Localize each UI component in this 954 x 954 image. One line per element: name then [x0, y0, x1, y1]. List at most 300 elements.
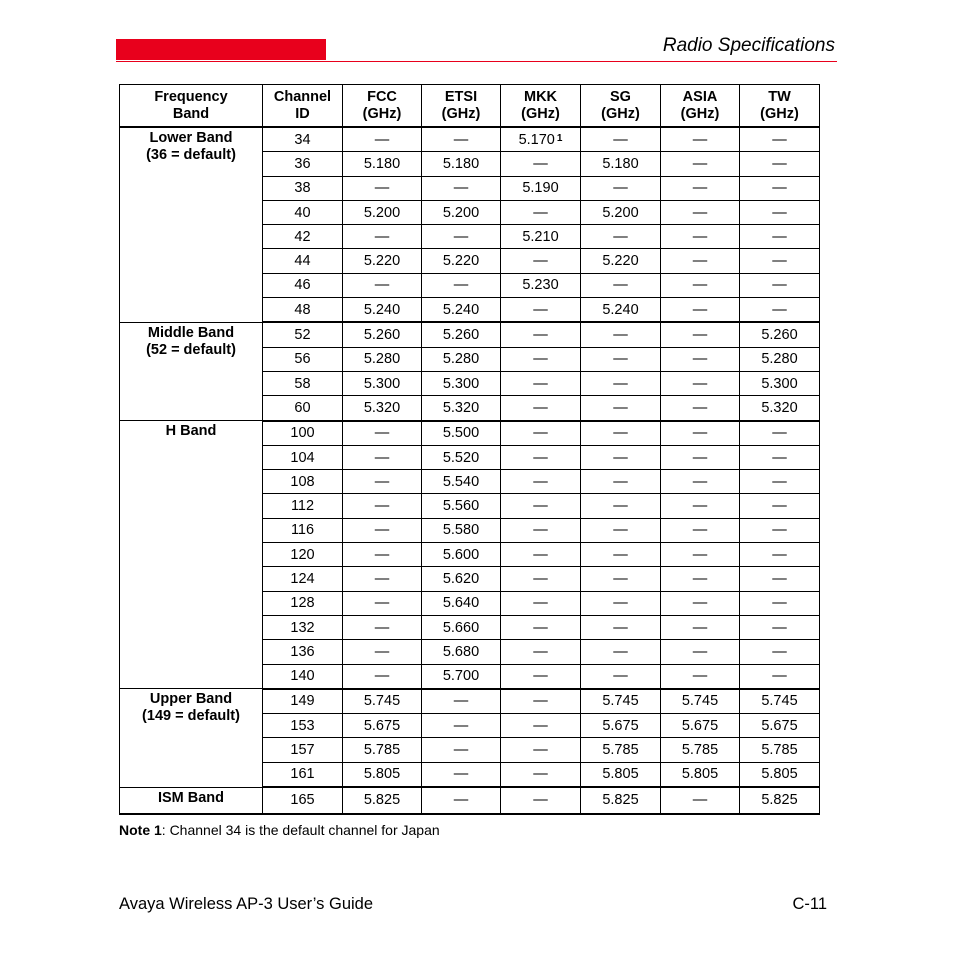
frequency-cell	[343, 273, 422, 297]
cell-value: 5.520	[442, 449, 480, 466]
cell-value: 5.220	[442, 253, 480, 270]
cell-value: —	[533, 595, 548, 612]
cell-value: —	[613, 643, 628, 660]
cell-value: 5.240	[363, 301, 401, 318]
frequency-cell	[661, 470, 740, 494]
cell-value: 5.320	[363, 399, 401, 416]
cell-value: —	[772, 131, 787, 148]
frequency-cell	[740, 421, 820, 446]
cell-value: 5.675	[681, 717, 719, 734]
cell-value: —	[533, 643, 548, 660]
frequency-cell	[343, 591, 422, 615]
frequency-cell	[343, 518, 422, 542]
frequency-cell	[740, 127, 820, 152]
cell-value: —	[453, 717, 469, 734]
cell-value: —	[772, 277, 787, 294]
channel-id-cell	[263, 396, 343, 421]
column-header	[501, 85, 581, 128]
cell-value: 34	[294, 131, 311, 148]
cell-value: 5.675	[363, 717, 401, 734]
cell-value: 112	[290, 498, 315, 515]
frequency-cell	[501, 664, 581, 689]
band-label: (149 = default)	[142, 708, 240, 725]
cell-value: —	[374, 668, 390, 685]
cell-value: 132	[290, 619, 315, 636]
column-header-line: (GHz)	[521, 105, 560, 122]
cell-value: 5.825	[602, 792, 639, 809]
frequency-cell	[501, 273, 581, 297]
cell-value: 5.785	[681, 742, 719, 759]
frequency-cell	[661, 421, 740, 446]
frequency-cell	[581, 518, 661, 542]
frequency-band-cell	[120, 322, 263, 420]
cell-value: —	[772, 155, 787, 172]
section-title: Radio Specifications	[662, 35, 835, 56]
frequency-cell	[501, 591, 581, 615]
frequency-cell	[422, 322, 501, 347]
column-header-line: (GHz)	[601, 105, 640, 122]
frequency-cell	[422, 273, 501, 297]
cell-value: —	[613, 375, 628, 392]
cell-value: —	[692, 449, 708, 466]
channel-id-cell	[263, 518, 343, 542]
column-header-line: FCC	[367, 88, 397, 105]
channel-id-cell	[263, 615, 343, 639]
frequency-cell	[740, 738, 820, 762]
frequency-cell	[661, 518, 740, 542]
cell-value: 161	[290, 766, 315, 783]
cell-value: —	[613, 668, 628, 685]
frequency-cell	[501, 738, 581, 762]
cell-value: 5.805	[761, 766, 798, 783]
column-header-line: TW	[768, 88, 791, 105]
frequency-cell	[740, 445, 820, 469]
footer-guide-title: Avaya Wireless AP-3 User’s Guide	[119, 895, 374, 913]
cell-value: 165	[290, 792, 315, 809]
frequency-cell	[661, 396, 740, 421]
frequency-cell	[661, 127, 740, 152]
cell-value: —	[613, 570, 628, 587]
frequency-cell	[661, 176, 740, 200]
cell-value: 120	[290, 546, 315, 563]
cell-value: 128	[290, 595, 315, 612]
cell-value: —	[692, 351, 708, 368]
frequency-cell	[422, 543, 501, 567]
frequency-cell	[581, 421, 661, 446]
cell-value: 5.200	[442, 204, 480, 221]
cell-value: —	[613, 498, 628, 515]
cell-value: 5.190	[522, 180, 559, 197]
band-label: Lower Band	[149, 130, 233, 146]
table-row	[120, 127, 820, 152]
cell-value: 42	[294, 228, 311, 245]
channel-id-cell	[263, 567, 343, 591]
cell-value: 5.260	[363, 327, 401, 344]
cell-value: 5.300	[761, 375, 798, 392]
column-header-line: ETSI	[444, 88, 478, 105]
cell-value: 104	[290, 449, 315, 466]
column-header-line: SG	[610, 88, 631, 105]
frequency-cell	[501, 200, 581, 224]
frequency-cell	[422, 396, 501, 421]
channel-id-cell	[263, 591, 343, 615]
frequency-cell	[422, 249, 501, 273]
frequency-cell	[581, 396, 661, 421]
frequency-cell	[740, 298, 820, 323]
cell-value: —	[453, 693, 469, 710]
frequency-cell	[343, 225, 422, 249]
cell-value: —	[533, 766, 548, 783]
cell-value: —	[374, 425, 390, 442]
cell-value: —	[613, 351, 628, 368]
table-row	[120, 689, 820, 714]
cell-value: 48	[294, 301, 311, 318]
cell-value: —	[374, 546, 390, 563]
frequency-cell	[343, 298, 422, 323]
frequency-cell	[343, 664, 422, 689]
cell-value: —	[613, 546, 628, 563]
cell-value: 5.230	[522, 277, 559, 294]
cell-value: 5.180	[442, 155, 480, 172]
frequency-cell	[501, 615, 581, 639]
cell-value: —	[453, 277, 469, 294]
frequency-cell	[740, 249, 820, 273]
cell-value: —	[453, 228, 469, 245]
cell-value: 136	[290, 643, 315, 660]
channel-id-cell	[263, 494, 343, 518]
channel-id-cell	[263, 298, 343, 323]
frequency-cell	[343, 445, 422, 469]
frequency-cell	[501, 689, 581, 714]
column-header	[120, 85, 263, 128]
cell-value: 56	[294, 351, 311, 368]
cell-value: —	[533, 717, 548, 734]
band-label: H Band	[165, 423, 217, 440]
frequency-cell	[740, 494, 820, 518]
cell-value: —	[453, 180, 469, 197]
frequency-cell	[661, 762, 740, 787]
column-header-line: (GHz)	[760, 105, 799, 122]
column-header-line: MKK	[523, 88, 558, 105]
cell-value: —	[374, 522, 390, 539]
frequency-cell	[422, 787, 501, 814]
frequency-cell	[501, 127, 581, 152]
frequency-cell	[661, 567, 740, 591]
frequency-cell	[422, 714, 501, 738]
frequency-cell	[581, 591, 661, 615]
cell-value: 5.600	[442, 546, 480, 563]
frequency-cell	[343, 738, 422, 762]
cell-value: 5.785	[363, 742, 401, 759]
frequency-cell	[501, 322, 581, 347]
cell-value: 5.220	[363, 253, 401, 270]
cell-value: 116	[290, 522, 315, 539]
cell-value: 149	[290, 693, 315, 710]
channel-id-cell	[263, 640, 343, 664]
cell-value: —	[692, 228, 708, 245]
frequency-cell	[343, 543, 422, 567]
frequency-cell	[343, 396, 422, 421]
channel-id-cell	[263, 273, 343, 297]
cell-value: 5.260	[761, 327, 798, 344]
frequency-cell	[422, 518, 501, 542]
cell-value: —	[533, 742, 548, 759]
cell-value: —	[692, 180, 708, 197]
cell-value: 44	[294, 253, 311, 270]
frequency-cell	[740, 567, 820, 591]
frequency-cell	[422, 762, 501, 787]
frequency-cell	[661, 445, 740, 469]
frequency-cell	[740, 762, 820, 787]
frequency-cell	[422, 494, 501, 518]
cell-value: 5.825	[363, 792, 401, 809]
frequency-cell	[581, 152, 661, 176]
channel-id-cell	[263, 371, 343, 395]
header-rule	[116, 61, 837, 62]
cell-value: —	[692, 570, 708, 587]
cell-value: —	[692, 668, 708, 685]
frequency-cell	[581, 689, 661, 714]
cell-value: —	[692, 425, 708, 442]
cell-value: 5.260	[442, 327, 480, 344]
cell-value: 36	[294, 155, 311, 172]
cell-value: 5.280	[442, 351, 480, 368]
cell-value: —	[453, 792, 469, 809]
channel-id-cell	[263, 200, 343, 224]
frequency-cell	[501, 518, 581, 542]
column-header	[343, 85, 422, 128]
frequency-cell	[581, 615, 661, 639]
frequency-cell	[581, 567, 661, 591]
cell-value: —	[692, 498, 708, 515]
frequency-cell	[422, 371, 501, 395]
frequency-cell	[661, 200, 740, 224]
frequency-cell	[422, 421, 501, 446]
frequency-cell	[740, 396, 820, 421]
cell-value: —	[613, 473, 628, 490]
cell-value: —	[772, 570, 787, 587]
frequency-cell	[501, 714, 581, 738]
frequency-cell	[661, 225, 740, 249]
cell-value: —	[692, 619, 708, 636]
frequency-cell	[581, 494, 661, 518]
frequency-cell	[501, 176, 581, 200]
frequency-cell	[581, 298, 661, 323]
cell-value: 5.560	[442, 498, 480, 515]
cell-value: —	[692, 155, 708, 172]
frequency-band-cell	[120, 787, 263, 814]
cell-value: —	[374, 570, 390, 587]
cell-value: 5.745	[681, 693, 719, 710]
cell-value: —	[692, 277, 708, 294]
frequency-cell	[343, 640, 422, 664]
cell-value: 5.640	[442, 595, 480, 612]
frequency-cell	[422, 470, 501, 494]
frequency-cell	[343, 249, 422, 273]
frequency-cell	[501, 347, 581, 371]
cell-value: —	[692, 792, 708, 809]
cell-value: —	[533, 546, 548, 563]
frequency-cell	[661, 494, 740, 518]
frequency-cell	[343, 494, 422, 518]
header-accent-bar	[116, 39, 326, 60]
cell-value: —	[692, 131, 708, 148]
channel-id-cell	[263, 689, 343, 714]
frequency-cell	[661, 664, 740, 689]
frequency-cell	[422, 225, 501, 249]
frequency-cell	[661, 640, 740, 664]
frequency-cell	[501, 543, 581, 567]
footnote-marker: 1	[556, 132, 563, 144]
cell-value: 60	[294, 399, 311, 416]
frequency-band-cell	[120, 127, 263, 322]
footnote	[119, 822, 440, 838]
cell-value: —	[772, 425, 787, 442]
cell-value: —	[772, 668, 787, 685]
cell-value: 153	[290, 717, 315, 734]
cell-value: —	[533, 668, 548, 685]
cell-value: 5.300	[442, 375, 480, 392]
frequency-cell	[501, 421, 581, 446]
table-row	[120, 787, 820, 814]
channel-id-cell	[263, 347, 343, 371]
cell-value: —	[772, 228, 787, 245]
frequency-cell	[581, 347, 661, 371]
cell-value: 5.805	[602, 766, 639, 783]
frequency-cell	[343, 127, 422, 152]
frequency-cell	[581, 738, 661, 762]
cell-value: —	[533, 425, 548, 442]
cell-value: —	[613, 180, 628, 197]
channel-id-cell	[263, 445, 343, 469]
cell-value: 40	[294, 204, 311, 221]
note-label: Note 1	[119, 822, 162, 838]
cell-value: —	[533, 155, 548, 172]
cell-value: —	[772, 473, 787, 490]
frequency-cell	[661, 347, 740, 371]
frequency-cell	[501, 470, 581, 494]
cell-value: —	[533, 693, 548, 710]
cell-value: —	[772, 253, 787, 270]
frequency-cell	[661, 371, 740, 395]
channel-id-cell	[263, 176, 343, 200]
cell-value: 58	[294, 375, 311, 392]
cell-value: —	[613, 595, 628, 612]
frequency-cell	[661, 787, 740, 814]
cell-value: —	[533, 327, 548, 344]
frequency-cell	[343, 421, 422, 446]
cell-value: —	[692, 204, 708, 221]
cell-value: 5.680	[442, 643, 480, 660]
cell-value: —	[772, 449, 787, 466]
frequency-cell	[740, 543, 820, 567]
frequency-cell	[661, 615, 740, 639]
frequency-cell	[343, 322, 422, 347]
cell-value: —	[772, 595, 787, 612]
channel-id-cell	[263, 225, 343, 249]
column-header	[581, 85, 661, 128]
frequency-cell	[740, 200, 820, 224]
cell-value: —	[533, 473, 548, 490]
cell-value: 5.745	[761, 693, 798, 710]
cell-value: 5.580	[442, 522, 480, 539]
frequency-cell	[661, 689, 740, 714]
cell-value: —	[613, 425, 628, 442]
cell-value: —	[692, 301, 708, 318]
cell-value: —	[692, 327, 708, 344]
column-header-line: Band	[172, 105, 210, 122]
frequency-cell	[422, 615, 501, 639]
frequency-cell	[422, 176, 501, 200]
column-header	[661, 85, 740, 128]
frequency-cell	[581, 762, 661, 787]
cell-value: —	[533, 301, 548, 318]
cell-value: —	[613, 131, 628, 148]
cell-value: —	[772, 522, 787, 539]
cell-value: 157	[290, 742, 315, 759]
frequency-cell	[581, 543, 661, 567]
frequency-cell	[740, 615, 820, 639]
cell-value: 5.300	[363, 375, 401, 392]
frequency-cell	[343, 371, 422, 395]
channel-id-cell	[263, 152, 343, 176]
column-header	[740, 85, 820, 128]
cell-value: 38	[294, 180, 311, 197]
cell-value: —	[374, 131, 390, 148]
cell-value: —	[374, 228, 390, 245]
frequency-cell	[501, 396, 581, 421]
cell-value: 5.540	[442, 473, 480, 490]
channel-id-cell	[263, 322, 343, 347]
cell-value: —	[772, 619, 787, 636]
band-label: (52 = default)	[146, 341, 236, 358]
frequency-cell	[422, 664, 501, 689]
frequency-cell	[661, 714, 740, 738]
cell-value: 46	[294, 277, 311, 294]
frequency-cell	[740, 640, 820, 664]
cell-value: 140	[290, 668, 315, 685]
cell-value: 5.180	[363, 155, 401, 172]
cell-value: 5.700	[442, 668, 480, 685]
frequency-cell	[581, 470, 661, 494]
cell-value: 5.500	[442, 425, 480, 442]
cell-value: 5.785	[761, 742, 798, 759]
cell-value: —	[692, 595, 708, 612]
channel-id-cell	[263, 421, 343, 446]
frequency-cell	[501, 371, 581, 395]
frequency-cell	[343, 787, 422, 814]
frequency-cell	[581, 787, 661, 814]
cell-value: —	[533, 570, 548, 587]
cell-value: —	[533, 792, 548, 809]
frequency-cell	[581, 200, 661, 224]
column-header-line: (GHz)	[441, 105, 481, 122]
frequency-cell	[343, 152, 422, 176]
cell-value: 5.620	[442, 570, 480, 587]
frequency-cell	[740, 273, 820, 297]
frequency-cell	[740, 591, 820, 615]
frequency-cell	[740, 347, 820, 371]
cell-value: —	[533, 498, 548, 515]
cell-value: 5.745	[363, 693, 401, 710]
channel-id-cell	[263, 127, 343, 152]
cell-value: —	[374, 277, 390, 294]
cell-value: 5.280	[761, 351, 798, 368]
frequency-cell	[343, 200, 422, 224]
frequency-cell	[343, 176, 422, 200]
cell-value: —	[772, 301, 787, 318]
cell-value: —	[533, 204, 548, 221]
